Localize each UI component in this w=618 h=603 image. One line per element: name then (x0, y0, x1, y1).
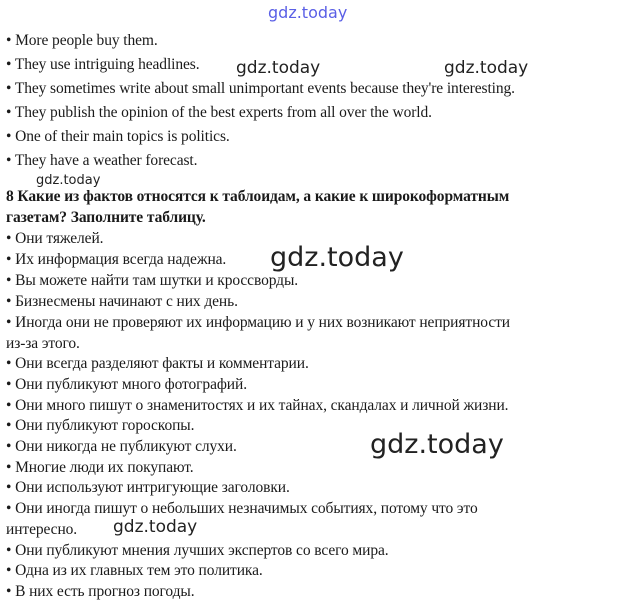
english-item-5: • One of their main topics is politics. (6, 128, 230, 145)
watermark: gdz.today (444, 58, 529, 78)
english-item-4: • They publish the opinion of the best experts from all over the world. (6, 104, 432, 121)
task-heading-line-1: 8 Какие из фактов относятся к таблоидам, а какие к широкоформатным (6, 188, 510, 205)
english-item-1: • More people buy them. (6, 32, 158, 49)
russian-item-6: • Они всегда разделяют факты и комментарии. (6, 355, 309, 372)
russian-item-3: • Вы можете найти там шутки и кроссворды. (6, 272, 299, 289)
russian-item-9: • Они публикуют гороскопы. (6, 417, 195, 434)
russian-item-11: • Многие люди их покупают. (6, 459, 194, 476)
english-item-6: • They have a weather forecast. (6, 152, 198, 169)
watermark: gdz.today (270, 242, 404, 273)
russian-item-8: • Они много пишут о знаменитостях и их тайнах, скандалах и личной жизни. (6, 397, 509, 414)
russian-item-15: • Одна из их главных тем это политика. (6, 562, 263, 579)
watermark: gdz.today (268, 3, 348, 22)
watermark: gdz.today (113, 517, 198, 537)
watermark: gdz.today (370, 429, 504, 460)
english-item-3: • They sometimes write about small unimportant events because they're interesting. (6, 80, 515, 97)
russian-item-1: • Они тяжелей. (6, 230, 104, 247)
russian-item-10: • Они никогда не публикуют слухи. (6, 438, 237, 455)
russian-item-5-cont: из-за этого. (6, 335, 80, 352)
watermark: gdz.today (36, 173, 101, 188)
russian-item-13-cont: интересно. (6, 521, 78, 538)
russian-item-14: • Они публикуют мнения лучших экспертов со всего мира. (6, 542, 389, 559)
russian-item-16: • В них есть прогноз погоды. (6, 583, 195, 600)
english-item-2: • They use intriguing headlines. (6, 56, 200, 73)
russian-item-7: • Они публикуют много фотографий. (6, 376, 247, 393)
russian-item-2: • Их информация всегда надежна. (6, 251, 227, 268)
watermark: gdz.today (236, 58, 321, 78)
russian-item-5: • Иногда они не проверяют их информацию и у них возникают неприятности (6, 314, 510, 331)
russian-item-4: • Бизнесмены начинают с них день. (6, 293, 238, 310)
russian-item-13: • Они иногда пишут о небольших незначимых событиях, потому что это (6, 500, 478, 517)
russian-item-12: • Они используют интригующие заголовки. (6, 479, 290, 496)
task-heading-line-2: газетам? Заполните таблицу. (6, 209, 206, 226)
